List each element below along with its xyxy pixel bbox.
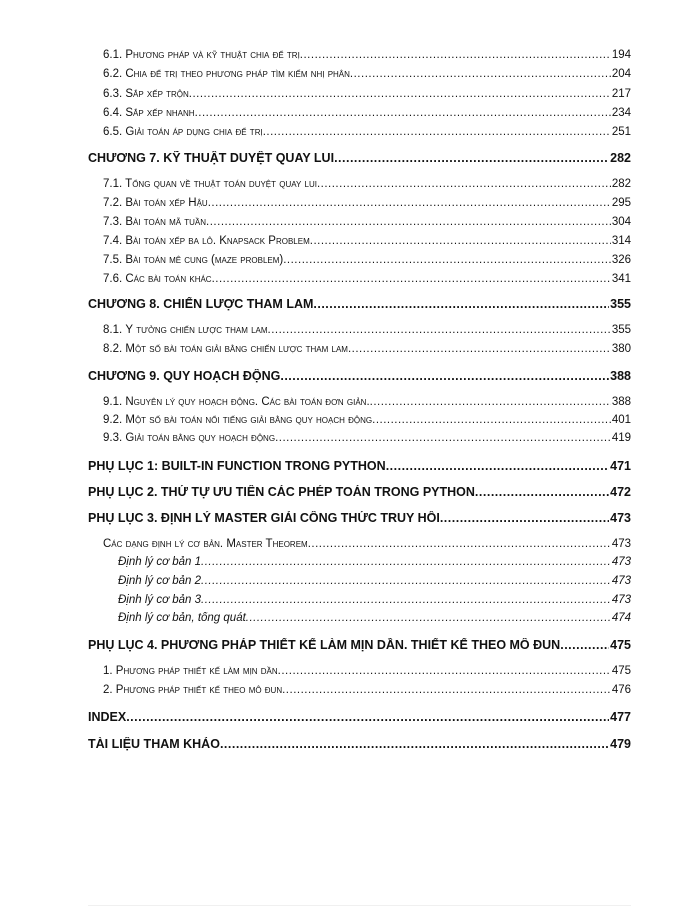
toc-appendix-4[interactable] <box>88 638 631 652</box>
toc-page-number: 472 <box>610 485 631 499</box>
toc-page-number: 380 <box>611 343 631 355</box>
leader-dots <box>348 343 611 355</box>
toc-page-number: 251 <box>611 126 631 138</box>
toc-entry-master-theorem[interactable] <box>103 538 631 550</box>
toc-page-number: 471 <box>610 459 631 473</box>
toc-page-number: 217 <box>611 88 631 100</box>
toc-page-number: 234 <box>611 107 631 119</box>
leader-dots <box>282 684 611 696</box>
toc-entry-label: Các dạng định lý cơ bản. Master Theorem <box>103 538 308 550</box>
leader-dots <box>370 396 611 408</box>
toc-entry-label: 8.1. Ý tưởng chiến lược tham lam <box>103 324 268 336</box>
leader-dots <box>195 107 611 119</box>
leader-dots <box>317 178 611 190</box>
toc-entry-9-3[interactable] <box>103 432 631 444</box>
leader-dots <box>208 197 611 209</box>
toc-page-number: 419 <box>611 432 631 444</box>
toc-theorem-3[interactable] <box>118 594 631 606</box>
toc-page-number: 473 <box>610 511 631 525</box>
leader-dots <box>313 297 609 311</box>
toc-entry-7-4[interactable] <box>103 235 631 247</box>
toc-entry-7-1[interactable] <box>103 178 631 190</box>
toc-page-number: 474 <box>611 612 631 624</box>
leader-dots <box>275 432 611 444</box>
leader-dots <box>334 151 609 165</box>
toc-theorem-2[interactable] <box>118 575 631 587</box>
toc-entry-label: 9.1. Nguyên lý quy hoạch động. Các bài toán đơn giản. <box>103 396 370 408</box>
toc-entry-modular-design[interactable] <box>103 684 631 696</box>
leader-dots <box>440 511 609 525</box>
toc-entry-label: 7.6. Các bài toán khác <box>103 273 212 285</box>
toc-entry-label: 7.3. Bài toán mã tuần <box>103 216 207 228</box>
toc-page-number: 194 <box>611 49 631 61</box>
toc-page-number: 473 <box>611 575 631 587</box>
toc-entry-label: 1. Phương pháp thiết kế làm mịn dần <box>103 665 278 677</box>
toc-appendix-3[interactable] <box>88 511 631 525</box>
toc-entry-6-4[interactable] <box>103 107 631 119</box>
toc-page-number: 473 <box>611 556 631 568</box>
toc-entry-6-1[interactable] <box>103 49 631 61</box>
leader-dots <box>475 485 609 499</box>
page-bottom-divider <box>88 905 631 906</box>
toc-entry-label: Định lý cơ bản, tổng quát <box>118 612 246 624</box>
toc-entry-label: Định lý cơ bản 2 <box>118 575 202 587</box>
toc-chapter-label: CHƯƠNG 7. KỸ THUẬT DUYỆT QUAY LUI <box>88 151 335 165</box>
toc-appendix-2[interactable] <box>88 485 631 499</box>
toc-entry-9-1[interactable] <box>103 396 631 408</box>
leader-dots <box>280 369 609 383</box>
leader-dots <box>201 575 611 587</box>
toc-entry-label: 2. Phương pháp thiết kế theo mô đun <box>103 684 283 696</box>
toc-entry-7-3[interactable] <box>103 216 631 228</box>
toc-entry-label: 6.2. Chia để trị theo phương pháp tìm kiếm nhị phân <box>103 68 350 80</box>
toc-index[interactable] <box>88 710 631 724</box>
toc-page-number: 282 <box>611 178 631 190</box>
leader-dots <box>201 594 611 606</box>
toc-entry-8-1[interactable] <box>103 324 631 336</box>
toc-entry-label: 7.1. Tổng quan về thuật toán duyệt quay lui <box>103 178 317 190</box>
toc-entry-label: Định lý cơ bản 1 <box>118 556 202 568</box>
toc-page-number: 326 <box>611 254 631 266</box>
leader-dots <box>350 68 611 80</box>
toc-page-number: 295 <box>611 197 631 209</box>
toc-chapter-label: CHƯƠNG 8. CHIẾN LƯỢC THAM LAM <box>88 297 314 311</box>
toc-appendix-1[interactable] <box>88 459 631 473</box>
toc-entry-7-5[interactable] <box>103 254 631 266</box>
toc-page-number: 204 <box>611 68 631 80</box>
toc-entry-label: Định lý cơ bản 3 <box>118 594 202 606</box>
toc-chapter-7[interactable] <box>88 151 631 165</box>
leader-dots <box>220 737 609 751</box>
toc-entry-label: 9.3. Giải toán bằng quy hoạch động <box>103 432 276 444</box>
toc-chapter-label: INDEX <box>88 710 127 724</box>
toc-page-number: 473 <box>611 594 631 606</box>
toc-page-number: 314 <box>611 235 631 247</box>
toc-entry-label: 6.4. Sắp xếp nhanh <box>103 107 195 119</box>
toc-chapter-label: PHỤ LỤC 4. PHƯƠNG PHÁP THIẾT KẾ LÀM MỊN DẦN. THIẾT KẾ THEO MÔ ĐUN <box>88 638 561 652</box>
toc-references[interactable] <box>88 737 631 751</box>
toc-page-number: 476 <box>611 684 631 696</box>
toc-page-number: 401 <box>611 414 631 426</box>
toc-chapter-8[interactable] <box>88 297 631 311</box>
leader-dots <box>246 612 611 624</box>
toc-page-number: 341 <box>611 273 631 285</box>
toc-page-number: 475 <box>610 638 631 652</box>
toc-entry-label: 6.5. Giải toán áp dụng chia để trị <box>103 126 263 138</box>
toc-entry-label: 9.2. Một số bài toán nổi tiếng giải bằng quy hoạch động <box>103 414 373 426</box>
toc-entry-6-2[interactable] <box>103 68 631 80</box>
toc-entry-label: 7.4. Bài toán xếp ba lô. Knapsack Problem <box>103 235 310 247</box>
toc-entry-6-3[interactable] <box>103 88 631 100</box>
leader-dots <box>308 538 611 550</box>
toc-page-number: 388 <box>611 396 631 408</box>
leader-dots <box>201 556 611 568</box>
toc-page-number: 355 <box>610 297 631 311</box>
toc-entry-9-2[interactable] <box>103 414 631 426</box>
leader-dots <box>386 459 609 473</box>
toc-entry-label: 7.2. Bài toán xếp Hậu <box>103 197 208 209</box>
toc-entry-6-5[interactable] <box>103 126 631 138</box>
toc-page-number: 473 <box>611 538 631 550</box>
toc-theorem-general[interactable] <box>118 612 631 624</box>
toc-chapter-9[interactable] <box>88 369 631 383</box>
toc-page-number: 388 <box>610 369 631 383</box>
toc-page-number: 282 <box>610 151 631 165</box>
leader-dots <box>126 710 609 724</box>
toc-entry-7-6[interactable] <box>103 273 631 285</box>
toc-entry-stepwise-refinement[interactable] <box>103 665 631 677</box>
leader-dots <box>263 126 611 138</box>
toc-page-number: 477 <box>610 710 631 724</box>
leader-dots <box>268 324 611 336</box>
toc-page-number: 479 <box>610 737 631 751</box>
leader-dots <box>189 88 611 100</box>
toc-chapter-label: TÀI LIỆU THAM KHẢO <box>88 737 220 751</box>
toc-chapter-label: PHỤ LỤC 3. ĐỊNH LÝ MASTER GIẢI CÔNG THỨC TRUY HỒI <box>88 511 440 525</box>
leader-dots <box>206 216 611 228</box>
toc-entry-label: 7.5. Bài toán mê cung (maze problem) <box>103 254 284 266</box>
leader-dots <box>278 665 611 677</box>
toc-chapter-label: PHỤ LỤC 2. THỨ TỰ ƯU TIÊN CÁC PHÉP TOÁN TRONG PYTHON <box>88 485 475 499</box>
leader-dots <box>283 254 611 266</box>
leader-dots <box>300 49 611 61</box>
toc-entry-label: 6.3. Sắp xếp trộn <box>103 88 189 100</box>
leader-dots <box>372 414 611 426</box>
leader-dots <box>560 638 609 652</box>
toc-entry-8-2[interactable] <box>103 343 631 355</box>
toc-entry-label: 8.2. Một số bài toán giải bằng chiến lược tham lam <box>103 343 348 355</box>
toc-page-number: 355 <box>611 324 631 336</box>
leader-dots <box>310 235 611 247</box>
toc-page-number: 475 <box>611 665 631 677</box>
toc-entry-7-2[interactable] <box>103 197 631 209</box>
toc-entry-label: 6.1. Phương pháp và kỹ thuật chia để trị <box>103 49 300 61</box>
toc-chapter-label: PHỤ LỤC 1: BUILT-IN FUNCTION TRONG PYTHON <box>88 459 386 473</box>
leader-dots <box>212 273 611 285</box>
toc-theorem-1[interactable] <box>118 556 631 568</box>
toc-page-number: 304 <box>611 216 631 228</box>
toc-chapter-label: CHƯƠNG 9. QUY HOẠCH ĐỘNG <box>88 369 281 383</box>
